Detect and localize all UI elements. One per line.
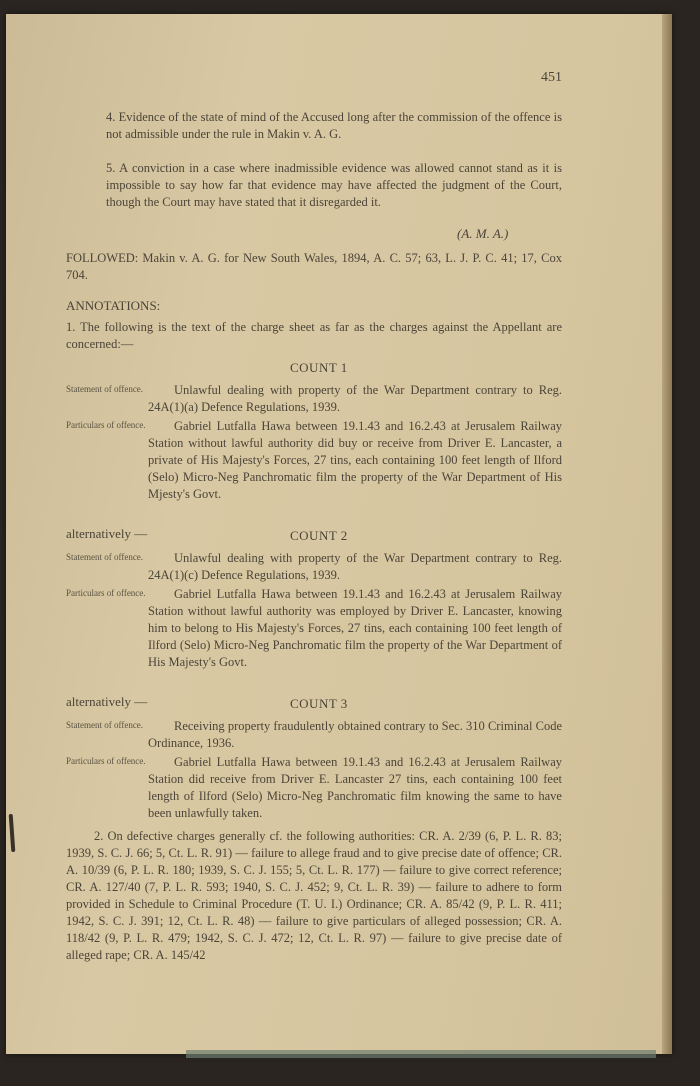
count-2-statement-label: Statement of offence. bbox=[66, 552, 144, 562]
alternatively-1: alternatively — bbox=[66, 526, 148, 541]
book-page bbox=[6, 14, 672, 1054]
count-1-statement-label: Statement of offence. bbox=[66, 384, 144, 394]
book-spine bbox=[662, 14, 672, 1054]
page-number: 451 bbox=[541, 70, 562, 85]
margin-ink-mark bbox=[9, 814, 16, 852]
followed-citation: FOLLOWED: Makin v. A. G. for New South Wales, 1894, A. C. 57; 63, L. J. P. C. 41; 17, Cox 704. bbox=[66, 251, 562, 282]
editor-initials: (A. M. A.) bbox=[457, 226, 509, 241]
count-3-statement-label: Statement of offence. bbox=[66, 720, 144, 730]
count-3-statement: Receiving property fraudulently obtained contrary to Sec. 310 Criminal Code Ordinance, 1936. bbox=[148, 719, 562, 750]
count-2-particulars-label: Particulars of offence. bbox=[66, 588, 146, 598]
count-1-particulars-label: Particulars of offence. bbox=[66, 420, 146, 430]
count-3-particulars: Gabriel Lutfalla Hawa between 19.1.43 and 16.2.43 at Jerusalem Railway Station did receive from Driver E. Lancaster 27 tins, each containing 100 feet length of Ilford (Selo) Micro-Neg Panchromatic film knowing the same to have been unlawfully taken. bbox=[148, 755, 562, 820]
count-3-particulars-label: Particulars of offence. bbox=[66, 756, 146, 766]
page-bottom-edge bbox=[186, 1050, 656, 1058]
annotation-1: 1. The following is the text of the charge sheet as far as the charges against the Appellant are concerned:— bbox=[66, 320, 562, 351]
headnote-4: 4. Evidence of the state of mind of the Accused long after the commission of the offence is not admissible under the rule in Makin v. A. G. bbox=[106, 110, 562, 141]
headnote-5: 5. A conviction in a case where inadmissible evidence was allowed cannot stand as it is impossible to say how far that evidence may have affected the judgment of the Court, though the Court may have stated that it disregarded it. bbox=[106, 161, 562, 209]
annotations-heading: ANNOTATIONS: bbox=[66, 298, 161, 313]
count-3-title: COUNT 3 bbox=[290, 696, 348, 711]
count-1-particulars: Gabriel Lutfalla Hawa between 19.1.43 and 16.2.43 at Jerusalem Railway Station without lawful authority did buy or receive from Driver E. Lancaster, a private of His Majesty's Forces, 27 tins, each containing 100 feet length of Ilford (Selo) Micro-Neg Panchromatic film the property of the War Department of His Mjesty's Govt. bbox=[148, 419, 562, 501]
count-1-statement: Unlawful dealing with property of the War Department contrary to Reg. 24A(1)(a) Defence Regulations, 1939. bbox=[148, 383, 562, 414]
alternatively-2: alternatively — bbox=[66, 694, 148, 709]
count-2-title: COUNT 2 bbox=[290, 528, 348, 543]
count-2-particulars: Gabriel Lutfalla Hawa between 19.1.43 and 16.2.43 at Jerusalem Railway Station without lawful authority was employed by Driver E. Lancaster, knowing him to belong to His Majesty's Forces, 27 tins, each containing 100 feet length of Ilford (Selo) Micro-Neg Panchromatic film the property of the War Department of His Majesty's Govt. bbox=[148, 587, 562, 669]
count-2-statement: Unlawful dealing with property of the War Department contrary to Reg. 24A(1)(c) Defence Regulations, 1939. bbox=[148, 551, 562, 582]
annotation-2: 2. On defective charges generally cf. the following authorities: CR. A. 2/39 (6, P. L. R. 83; 1939, S. C. J. 66; 5, Ct. L. R. 91) — failure to allege fraud and to give precise date of offence; CR. A. 10/39 (6, P. L. R. 180; 1939, S. C. J. 155; 5, Ct. L. R. 177) — failure to give correct reference; CR. A. 127/40 (7, P. L. R. 593; 1940, S. C. J. 452; 9, Ct. L. R. 39) — failure to adhere to form provided in Schedule to Criminal Procedure (T. U. I.) Ordinance; CR. A. 85/42 (9, P. L. R. 411; 1942, S. C. J. 391; 12, Ct. L. R. 48) — failure to give particulars of alleged possession; CR. A. 118/42 (9, P. L. R. 479; 1942, S. C. J. 472; 12, Ct. L. R. 97) — failure to give precise date of alleged rape; CR. A. 145/42 bbox=[66, 829, 562, 962]
count-1-title: COUNT 1 bbox=[290, 360, 348, 375]
